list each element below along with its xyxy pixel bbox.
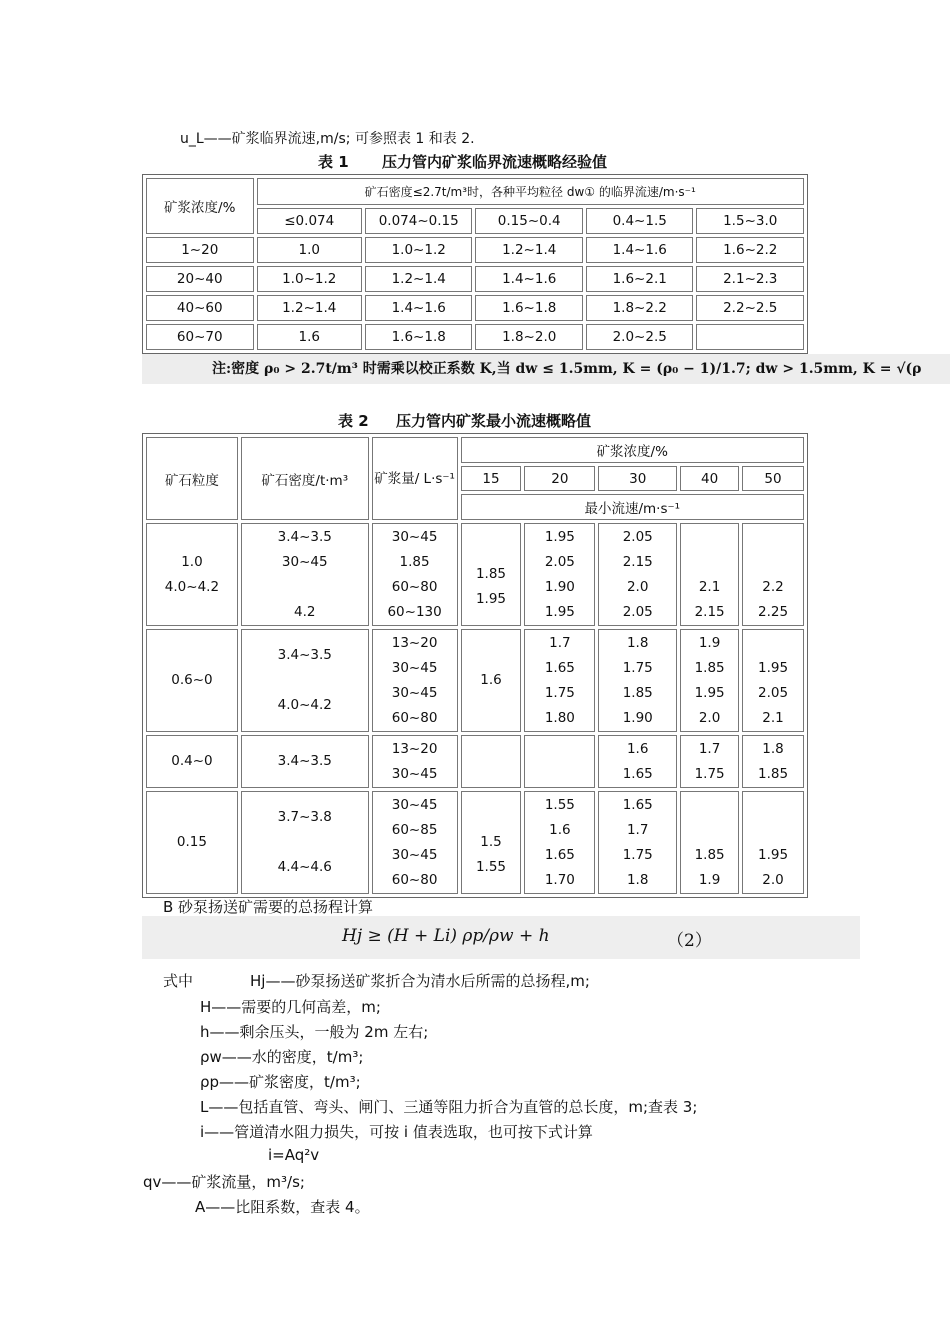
table-cell: 1.0	[257, 237, 362, 263]
table-cell: 1.8 1.85	[742, 735, 804, 788]
def-H: H——需要的几何高差，m;	[200, 998, 381, 1016]
table-cell: 1.4~1.6	[475, 266, 583, 292]
table-cell	[696, 324, 804, 350]
def-h: h——剩余压头，一般为 2m 左右;	[200, 1023, 429, 1041]
table2	[142, 433, 808, 898]
table-cell: 1~20	[146, 237, 254, 263]
formula-expression: Hj ≥ (H + Li) ρp/ρw + h	[342, 926, 550, 946]
table-cell: 1.65 1.7 1.75 1.8	[598, 791, 677, 894]
table-cell: 20~40	[146, 266, 254, 292]
table-cell: 1.8~2.2	[586, 295, 694, 321]
table-cell: 2.1~2.3	[696, 266, 804, 292]
table-cell: 1.0~1.2	[365, 237, 473, 263]
formula-block	[142, 916, 860, 959]
table-cell: 1.6~2.2	[696, 237, 804, 263]
table-cell: 0.15	[146, 791, 238, 894]
table1-title-number: 表 1	[318, 153, 349, 171]
table-cell: 30~45 60~85 30~45 60~80	[372, 791, 458, 894]
table-cell: 1.6~1.8	[365, 324, 473, 350]
table-cell: 1.85 1.9	[680, 791, 739, 894]
section-b-heading: B 砂泵扬送矿需要的总扬程计算	[163, 898, 374, 916]
table-cell: 2.05 2.15 2.0 2.05	[598, 523, 677, 626]
table-cell: 3.7~3.8 4.4~4.6	[241, 791, 369, 894]
table-row	[146, 324, 804, 350]
table2-conc-col: 15	[461, 466, 522, 491]
table-cell: 13~20 30~45 30~45 60~80	[372, 629, 458, 732]
table-cell: 1.6~2.1	[586, 266, 694, 292]
table-cell: 3.4~3.5	[241, 735, 369, 788]
table-cell: 3.4~3.5 4.0~4.2	[241, 629, 369, 732]
table1	[142, 174, 808, 354]
table-cell	[461, 735, 522, 788]
table2-conc-col: 50	[742, 466, 804, 491]
table-cell: 1.6	[257, 324, 362, 350]
table-cell: 1.4~1.6	[365, 295, 473, 321]
table-cell: 1.2~1.4	[365, 266, 473, 292]
def-Hj: Hj——砂泵扬送矿浆折合为清水后所需的总扬程,m;	[250, 972, 590, 990]
table-cell: 1.4~1.6	[586, 237, 694, 263]
def-i: i——管道清水阻力损失，可按 i 值表选取，也可按下式计算	[200, 1123, 593, 1141]
table-cell: 1.0~1.2	[257, 266, 362, 292]
table-cell: 0.6~0	[146, 629, 238, 732]
table2-conc-col: 40	[680, 466, 739, 491]
table-cell: 1.6 1.65	[598, 735, 677, 788]
table-cell: 1.7 1.75	[680, 735, 739, 788]
table-cell: 2.1 2.15	[680, 523, 739, 626]
table-cell: 1.2~1.4	[257, 295, 362, 321]
table-cell: 2.2 2.25	[742, 523, 804, 626]
table-row	[146, 735, 804, 788]
table-cell: 1.9 1.85 1.95 2.0	[680, 629, 739, 732]
table2-header-concentration: 矿浆浓度/%	[461, 437, 804, 463]
table1-note-text: 注:密度 ρ₀ > 2.7t/m³ 时需乘以校正系数 K,当 dw ≤ 1.5mm, K = (ρ₀ − 1)/1.7; dw > 1.5mm, K = √(ρ	[212, 361, 922, 377]
table2-title-number: 表 2	[338, 412, 369, 430]
table-row	[146, 266, 804, 292]
table-cell: 1.7 1.65 1.75 1.80	[524, 629, 595, 732]
table-cell: 1.6	[461, 629, 522, 732]
table-cell: 1.5 1.55	[461, 791, 522, 894]
table-row	[146, 629, 804, 732]
table-cell: 1.95 2.05 2.1	[742, 629, 804, 732]
table1-col-header: 0.074~0.15	[365, 208, 473, 234]
table-row	[146, 237, 804, 263]
table1-col-header: 0.4~1.5	[586, 208, 694, 234]
table-cell: 13~20 30~45	[372, 735, 458, 788]
table-cell: 0.4~0	[146, 735, 238, 788]
table1-row-header: 矿浆浓度/%	[146, 178, 254, 234]
table1-title: 压力管内矿浆临界流速概略经验值	[382, 153, 608, 171]
table-cell: 3.4~3.5 30~45 4.2	[241, 523, 369, 626]
table-cell: 2.2~2.5	[696, 295, 804, 321]
def-i-formula: i=Aq²v	[268, 1146, 320, 1164]
table-cell	[524, 735, 595, 788]
def-qv: qv——矿浆流量，m³/s;	[143, 1173, 305, 1191]
table-cell: 1.0 4.0~4.2	[146, 523, 238, 626]
table-row	[146, 295, 804, 321]
table-cell: 1.8~2.0	[475, 324, 583, 350]
def-rho-w: ρw——水的密度，t/m³;	[200, 1048, 364, 1066]
table1-col-header: 1.5~3.0	[696, 208, 804, 234]
table2-title: 压力管内矿浆最小流速概略值	[396, 412, 592, 430]
def-rho-p: ρp——矿浆密度，t/m³;	[200, 1073, 361, 1091]
table2-header-density: 矿石密度/t·m³	[241, 437, 369, 520]
table1-group-header: 矿石密度≤2.7t/m³时，各种平均粒径 dw① 的临界流速/m·s⁻¹	[257, 178, 805, 205]
table-cell: 40~60	[146, 295, 254, 321]
table2-conc-col: 30	[598, 466, 677, 491]
table2-conc-col: 20	[524, 466, 595, 491]
formula-number: （2）	[667, 931, 712, 951]
table-cell: 30~45 1.85 60~80 60~130	[372, 523, 458, 626]
table2-header-min-velocity: 最小流速/m·s⁻¹	[461, 494, 804, 520]
table-cell: 1.95 2.05 1.90 1.95	[524, 523, 595, 626]
table-cell: 2.0~2.5	[586, 324, 694, 350]
table-cell: 1.85 1.95	[461, 523, 522, 626]
table-row	[146, 791, 804, 894]
table-cell: 1.95 2.0	[742, 791, 804, 894]
table2-header-grain: 矿石粒度	[146, 437, 238, 520]
def-L: L——包括直管、弯头、闸门、三通等阻力折合为直管的总长度，m;查表 3;	[200, 1098, 698, 1116]
table2-header-flow: 矿浆量/ L·s⁻¹	[372, 437, 458, 520]
table-row	[146, 523, 804, 626]
table-cell: 1.2~1.4	[475, 237, 583, 263]
table-cell: 1.55 1.6 1.65 1.70	[524, 791, 595, 894]
table-cell: 1.6~1.8	[475, 295, 583, 321]
definitions-label: 式中	[163, 972, 194, 990]
table1-note	[142, 354, 950, 384]
intro-line: u_L——矿浆临界流速,m/s; 可参照表 1 和表 2.	[180, 131, 475, 147]
def-A: A——比阻系数，查表 4。	[195, 1198, 370, 1216]
table-cell: 60~70	[146, 324, 254, 350]
table-cell: 1.8 1.75 1.85 1.90	[598, 629, 677, 732]
table1-col-header: 0.15~0.4	[475, 208, 583, 234]
table1-col-header: ≤0.074	[257, 208, 362, 234]
